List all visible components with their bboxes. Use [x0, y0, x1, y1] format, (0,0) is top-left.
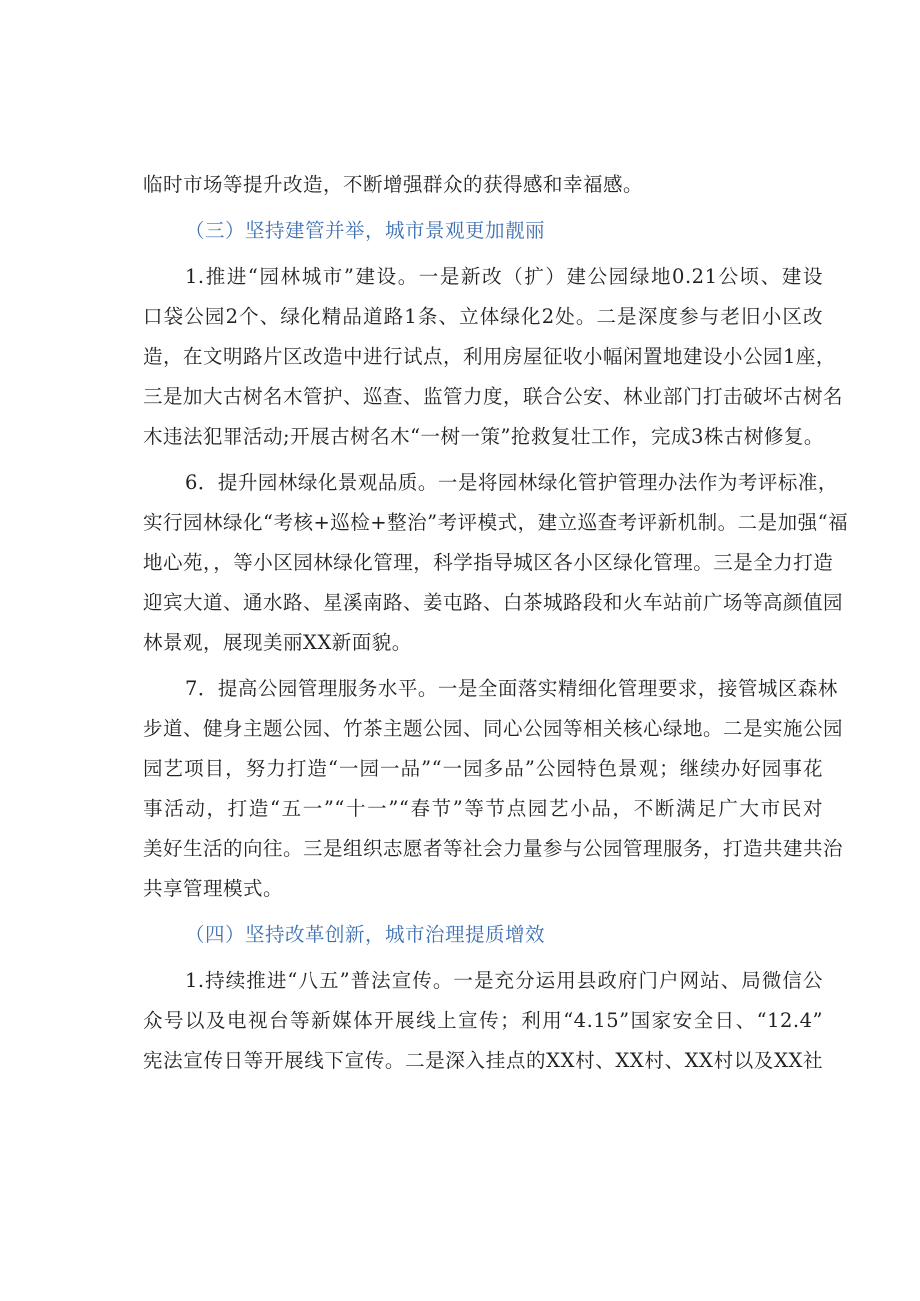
text-line: 地心苑，，等小区园林绿化管理，科学指导城区各小区绿化管理。三是全力打造	[143, 551, 834, 574]
section-heading	[143, 211, 823, 251]
paragraph	[143, 961, 823, 1081]
paragraph	[143, 257, 844, 457]
text-line: 美好生活的向往。三是组织志愿者等社会力量参与公园管理服务，打造共建共治	[143, 837, 844, 860]
text-line: （四）坚持改革创新，城市治理提质增效	[185, 923, 546, 946]
text-line: 众号以及电视台等新媒体开展线上宣传；利用“4.15”国家安全日、“12.4”	[143, 1009, 823, 1032]
text-line: 临时市场等提升改造，不断增强群众的获得感和幸福感。	[143, 173, 644, 196]
paragraph	[143, 165, 823, 205]
text-line: 实行园林绿化“考核+巡检+整治”考评模式，建立巡查考评新机制。二是加强“福	[143, 511, 849, 534]
text-line: 口袋公园2个、绿化精品道路1条、立体绿化2处。二是深度参与老旧小区改	[143, 305, 823, 328]
document-page	[143, 165, 849, 1087]
text-line: 事活动，打造“五一”“十一”“春节”等节点园艺小品，不断满足广大市民对	[143, 797, 823, 820]
text-line: 共享管理模式。	[143, 877, 284, 900]
text-line: 1.持续推进“八五”普法宣传。一是充分运用县政府门户网站、局微信公	[185, 969, 823, 992]
paragraph	[143, 463, 849, 663]
text-line: 造，在文明路片区改造中进行试点，利用房屋征收小幅闲置地建设小公园1座，	[143, 345, 836, 368]
text-line: 1.推进“园林城市”建设。一是新改（扩）建公园绿地0.21公顷、建设	[185, 265, 823, 288]
text-line: 迎宾大道、通水路、星溪南路、姜屯路、白茶城路段和火车站前广场等高颜值园	[143, 591, 844, 614]
text-line: 步道、健身主题公园、竹茶主题公园、同心公园等相关核心绿地。二是实施公园	[143, 717, 844, 740]
text-line: （三）坚持建管并举，城市景观更加靓丽	[185, 219, 546, 242]
text-line: 林景观，展现美丽XX新面貌。	[143, 631, 412, 654]
text-line: 7．提高公园管理服务水平。一是全面落实精细化管理要求，接管城区森林	[185, 677, 838, 700]
text-line: 园艺项目，努力打造“一园一品”“一园多品”公园特色景观；继续办好园事花	[143, 757, 823, 780]
section-heading	[143, 915, 823, 955]
text-line: 6．提升园林绿化景观品质。一是将园林绿化管护管理办法作为考评标准，	[185, 471, 838, 494]
paragraph	[143, 669, 844, 909]
text-line: 宪法宣传日等开展线下宣传。二是深入挂点的XX村、XX村、XX村以及XX社	[143, 1049, 823, 1072]
text-line: 三是加大古树名木管护、巡查、监管力度，联合公安、林业部门打击破坏古树名	[143, 385, 844, 408]
text-line: 木违法犯罪活动;开展古树名木“一树一策”抢救复壮工作，完成3株古树修复。	[143, 425, 824, 448]
